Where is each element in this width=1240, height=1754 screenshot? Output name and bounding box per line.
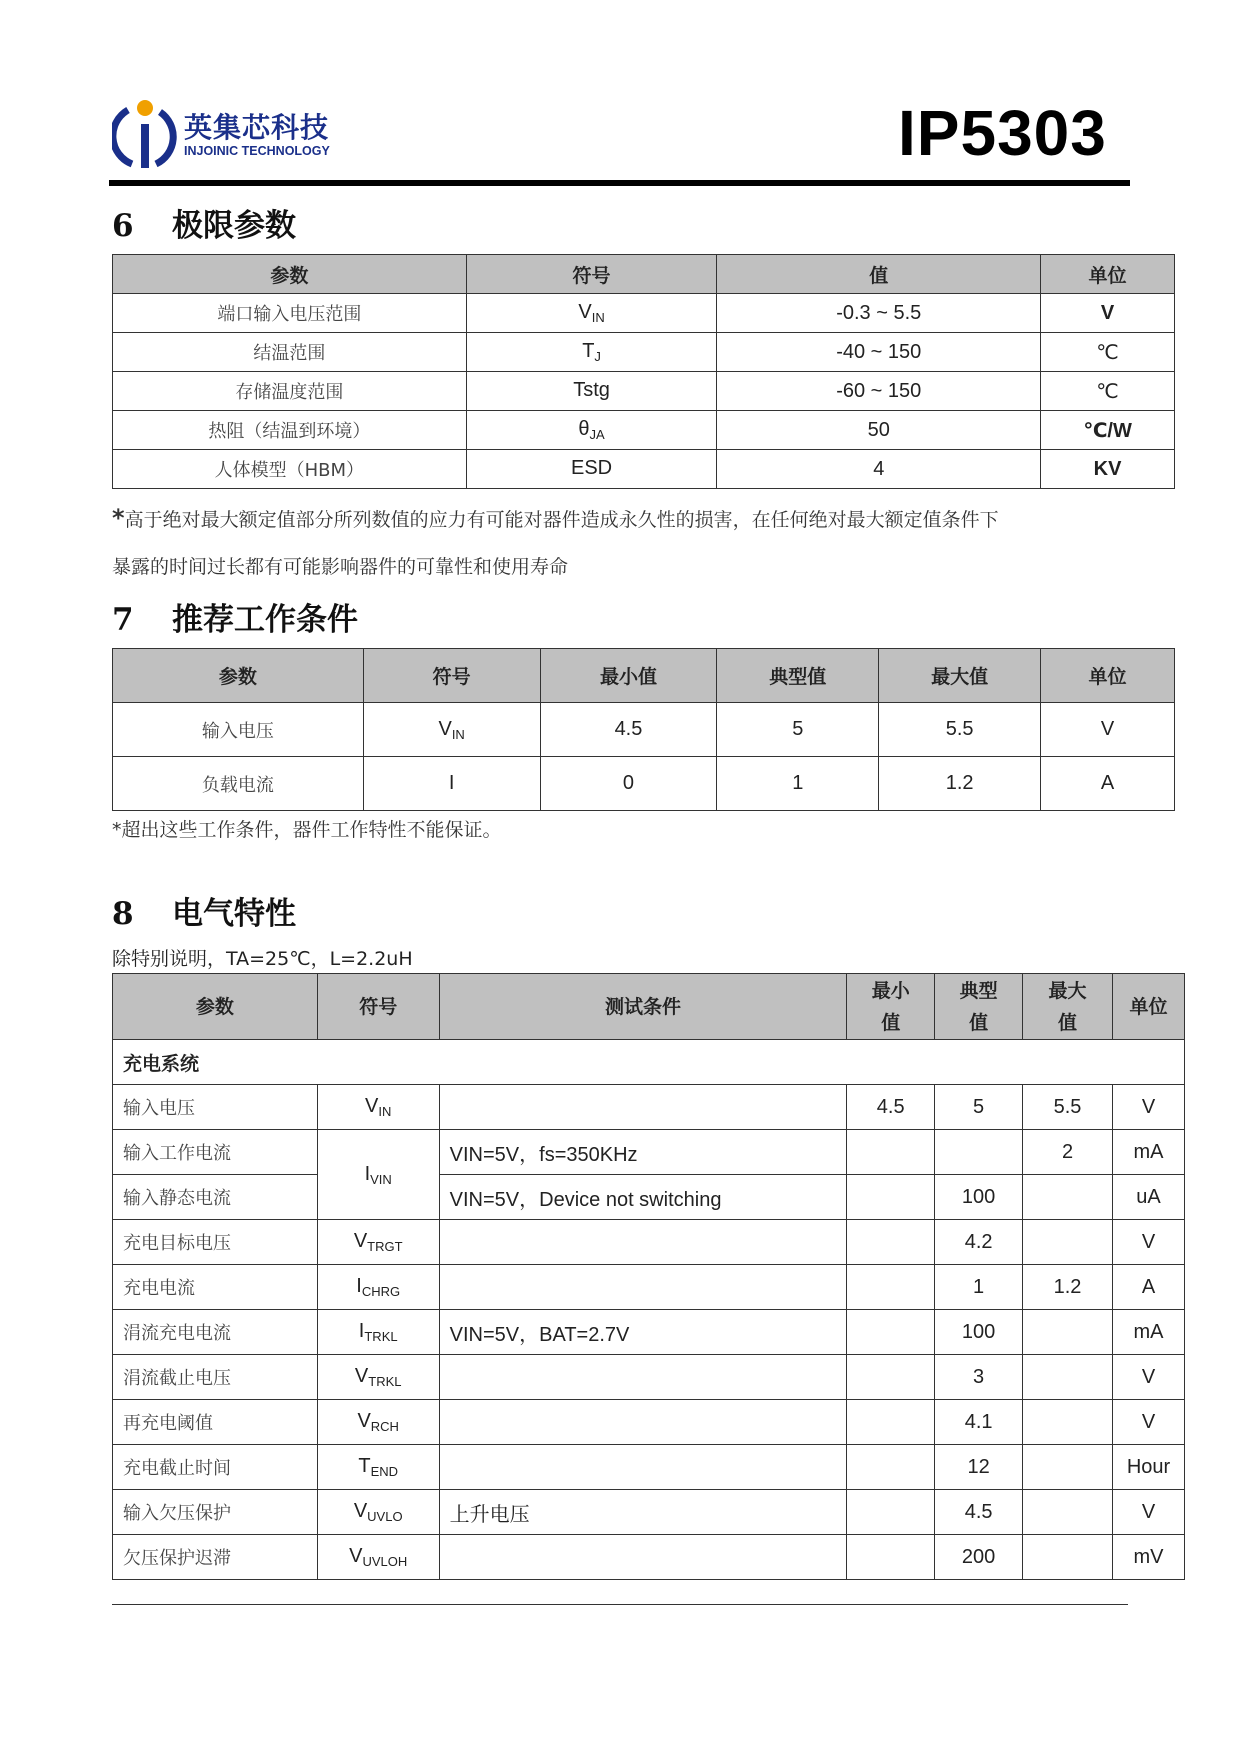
table-cell bbox=[847, 1445, 935, 1490]
table-row bbox=[113, 294, 1175, 333]
table-cell: 1 bbox=[717, 757, 879, 811]
model-number: IP5303 bbox=[898, 97, 1107, 169]
table-row bbox=[113, 1085, 1185, 1130]
symbol: I bbox=[356, 1275, 362, 1297]
col-header: 参数 bbox=[113, 649, 364, 703]
symbol-cell bbox=[317, 1355, 439, 1400]
symbol: V bbox=[349, 1545, 363, 1567]
table-cell: 输入工作电流 bbox=[113, 1130, 318, 1175]
table-cell: mV bbox=[1112, 1535, 1184, 1580]
symbol: V bbox=[354, 1365, 369, 1387]
note-star: * bbox=[112, 504, 125, 532]
table-cell bbox=[1023, 1310, 1113, 1355]
table-header-row bbox=[113, 255, 1175, 294]
table-row bbox=[113, 1220, 1185, 1265]
section-6-heading bbox=[112, 200, 296, 245]
symbol-cell bbox=[466, 411, 717, 450]
table-cell bbox=[439, 1400, 847, 1445]
footer-divider bbox=[112, 1604, 1128, 1605]
table-cell: ℃/W bbox=[1041, 411, 1175, 450]
table-cell bbox=[847, 1220, 935, 1265]
col-header: 典型值 bbox=[717, 649, 879, 703]
symbol: I bbox=[358, 1320, 365, 1342]
table-cell bbox=[847, 1310, 935, 1355]
table-row bbox=[113, 1310, 1185, 1355]
table-cell: 1 bbox=[935, 1265, 1023, 1310]
symbol: V bbox=[438, 717, 452, 740]
table-cell: 4.1 bbox=[935, 1400, 1023, 1445]
table-row bbox=[113, 333, 1175, 372]
symbol-cell bbox=[317, 1085, 439, 1130]
table-cell: 3 bbox=[935, 1355, 1023, 1400]
table-cell: 负载电流 bbox=[113, 757, 364, 811]
table-cell: uA bbox=[1112, 1175, 1184, 1220]
table-cell bbox=[439, 1535, 847, 1580]
symbol-subscript: RCH bbox=[370, 1419, 399, 1434]
table-cell bbox=[847, 1400, 935, 1445]
table-cell: Hour bbox=[1112, 1445, 1184, 1490]
table-cell bbox=[439, 1445, 847, 1490]
table-header-row bbox=[113, 649, 1175, 703]
symbol: I bbox=[364, 1162, 371, 1185]
table-cell: mA bbox=[1112, 1310, 1184, 1355]
table-cell: 充电目标电压 bbox=[113, 1220, 318, 1265]
symbol-cell bbox=[317, 1400, 439, 1445]
col-header-max: 最大 值 bbox=[1023, 974, 1113, 1040]
table-cell: 12 bbox=[935, 1445, 1023, 1490]
symbol-subscript: IN bbox=[378, 1104, 392, 1119]
table-cell: 100 bbox=[935, 1175, 1023, 1220]
table-cell: 人体模型（HBM） bbox=[113, 450, 467, 489]
symbol: T bbox=[582, 340, 595, 362]
symbol-subscript: UVLOH bbox=[362, 1554, 408, 1569]
table-row bbox=[113, 450, 1175, 489]
table-cell: 4.5 bbox=[540, 703, 717, 757]
col-header: 单位 bbox=[1041, 255, 1175, 294]
table-cell bbox=[1023, 1400, 1113, 1445]
group-row bbox=[113, 1040, 1185, 1085]
table-cell: V bbox=[1112, 1355, 1184, 1400]
table-cell: 100 bbox=[935, 1310, 1023, 1355]
table-cell: VIN=5V，BAT=2.7V bbox=[439, 1310, 847, 1355]
table-cell: mA bbox=[1112, 1130, 1184, 1175]
table-row bbox=[113, 1130, 1185, 1175]
table-cell: 涓流充电电流 bbox=[113, 1310, 318, 1355]
col-header: 值 bbox=[717, 255, 1041, 294]
table-cell bbox=[439, 1355, 847, 1400]
table-cell bbox=[1023, 1445, 1113, 1490]
table-cell: 结温范围 bbox=[113, 333, 467, 372]
table-cell bbox=[847, 1175, 935, 1220]
table-cell: KV bbox=[1041, 450, 1175, 489]
col-header: 测试条件 bbox=[439, 974, 847, 1040]
symbol-subscript: JA bbox=[589, 427, 605, 442]
symbol-subscript: TRKL bbox=[368, 1374, 402, 1389]
table-cell: ℃ bbox=[1041, 372, 1175, 411]
symbol-cell bbox=[317, 1265, 439, 1310]
recommended-note: *超出这些工作条件，器件工作特性不能保证。 bbox=[112, 819, 502, 841]
table-row bbox=[113, 1535, 1185, 1580]
table-cell bbox=[439, 1085, 847, 1130]
table-row bbox=[113, 1490, 1185, 1535]
table-cell bbox=[847, 1535, 935, 1580]
logo-text-en: INJOINIC TECHNOLOGY bbox=[184, 144, 330, 158]
col-header: 参数 bbox=[113, 974, 318, 1040]
header-divider bbox=[109, 180, 1130, 186]
table-cell: 欠压保护迟滞 bbox=[113, 1535, 318, 1580]
symbol: V bbox=[353, 1500, 368, 1522]
col-header: 符号 bbox=[363, 649, 540, 703]
symbol: I bbox=[448, 771, 455, 794]
abs-max-note bbox=[112, 504, 999, 532]
table-cell: 1.2 bbox=[879, 757, 1041, 811]
symbol-cell bbox=[466, 450, 717, 489]
table-cell: 4.5 bbox=[847, 1085, 935, 1130]
symbol-subscript: VIN bbox=[370, 1171, 392, 1187]
table-cell: 2 bbox=[1023, 1130, 1113, 1175]
table-cell: 上升电压 bbox=[439, 1490, 847, 1535]
table-cell bbox=[1023, 1490, 1113, 1535]
section-number: 6 bbox=[112, 208, 134, 244]
table-cell: 存储温度范围 bbox=[113, 372, 467, 411]
symbol-subscript: UVLO bbox=[367, 1509, 403, 1524]
symbol-cell bbox=[363, 703, 540, 757]
logo-mark-icon bbox=[112, 98, 182, 170]
section-7-heading bbox=[112, 594, 358, 639]
table-cell: 1.2 bbox=[1023, 1265, 1113, 1310]
table-row bbox=[113, 1355, 1185, 1400]
table-cell bbox=[847, 1355, 935, 1400]
table-cell: V bbox=[1112, 1490, 1184, 1535]
table-cell: 50 bbox=[717, 411, 1041, 450]
symbol: V bbox=[365, 1095, 379, 1117]
symbol-cell bbox=[466, 333, 717, 372]
symbol: Tstg bbox=[573, 379, 610, 401]
table-row bbox=[113, 411, 1175, 450]
table-cell: VIN=5V，Device not switching bbox=[439, 1175, 847, 1220]
table-row bbox=[113, 1175, 1185, 1220]
table-cell: 4.2 bbox=[935, 1220, 1023, 1265]
table-cell: 涓流截止电压 bbox=[113, 1355, 318, 1400]
symbol-cell bbox=[317, 1220, 439, 1265]
electrical-characteristics-table bbox=[112, 973, 1185, 1580]
table-row bbox=[113, 1400, 1185, 1445]
table-cell bbox=[1023, 1355, 1113, 1400]
table-row bbox=[113, 703, 1175, 757]
table-cell: -60 ~ 150 bbox=[717, 372, 1041, 411]
table-row bbox=[113, 757, 1175, 811]
symbol-cell bbox=[363, 757, 540, 811]
abs-max-note-2: 暴露的时间过长都有可能影响器件的可靠性和使用寿命 bbox=[112, 556, 569, 578]
symbol: θ bbox=[578, 418, 590, 440]
section-title: 极限参数 bbox=[172, 208, 296, 244]
symbol-subscript: IN bbox=[451, 726, 465, 742]
table-cell: ℃ bbox=[1041, 333, 1175, 372]
table-cell bbox=[439, 1265, 847, 1310]
table-cell bbox=[1023, 1175, 1113, 1220]
symbol-cell bbox=[466, 294, 717, 333]
section-title: 推荐工作条件 bbox=[172, 602, 358, 638]
logo-text-cn: 英集芯科技 bbox=[184, 111, 330, 144]
table-cell: 充电截止时间 bbox=[113, 1445, 318, 1490]
symbol-cell bbox=[317, 1445, 439, 1490]
col-header-min: 最小 值 bbox=[847, 974, 935, 1040]
table-cell: V bbox=[1041, 703, 1175, 757]
table-cell: 5.5 bbox=[1023, 1085, 1113, 1130]
table-cell bbox=[847, 1130, 935, 1175]
symbol: V bbox=[578, 301, 592, 323]
table-cell bbox=[439, 1220, 847, 1265]
symbol-cell bbox=[317, 1310, 439, 1355]
table-cell: 端口输入电压范围 bbox=[113, 294, 467, 333]
table-cell: 热阻（结温到环境） bbox=[113, 411, 467, 450]
col-header: 参数 bbox=[113, 255, 467, 294]
table-cell: V bbox=[1112, 1400, 1184, 1445]
table-cell: 输入静态电流 bbox=[113, 1175, 318, 1220]
table-cell bbox=[1023, 1220, 1113, 1265]
symbol-cell bbox=[317, 1490, 439, 1535]
col-header: 最大值 bbox=[879, 649, 1041, 703]
recommended-conditions-table bbox=[112, 648, 1175, 811]
symbol-subscript: IN bbox=[591, 310, 605, 325]
symbol: ESD bbox=[570, 457, 613, 479]
section-8-heading bbox=[112, 888, 296, 933]
table-cell bbox=[847, 1265, 935, 1310]
table-cell: 5.5 bbox=[879, 703, 1041, 757]
table-cell: 5 bbox=[935, 1085, 1023, 1130]
table-cell: 4.5 bbox=[935, 1490, 1023, 1535]
table-header-row bbox=[113, 974, 1185, 1040]
table-cell: V bbox=[1112, 1085, 1184, 1130]
table-cell bbox=[935, 1130, 1023, 1175]
absolute-max-table bbox=[112, 254, 1175, 489]
col-header: 单位 bbox=[1041, 649, 1175, 703]
symbol: V bbox=[357, 1410, 371, 1432]
col-header: 最小值 bbox=[540, 649, 717, 703]
table-row bbox=[113, 1445, 1185, 1490]
table-row bbox=[113, 372, 1175, 411]
table-cell: 0 bbox=[540, 757, 717, 811]
section-title: 电气特性 bbox=[172, 896, 296, 932]
table-cell: -40 ~ 150 bbox=[717, 333, 1041, 372]
table-cell bbox=[847, 1490, 935, 1535]
table-cell: 充电电流 bbox=[113, 1265, 318, 1310]
table-cell: 4 bbox=[717, 450, 1041, 489]
table-row bbox=[113, 1265, 1185, 1310]
table-cell: A bbox=[1112, 1265, 1184, 1310]
table-cell: 再充电阈值 bbox=[113, 1400, 318, 1445]
table-cell: 200 bbox=[935, 1535, 1023, 1580]
col-header: 单位 bbox=[1112, 974, 1184, 1040]
table-cell: V bbox=[1041, 294, 1175, 333]
symbol-subscript: TRGT bbox=[367, 1239, 403, 1254]
col-header: 符号 bbox=[466, 255, 717, 294]
table-cell: A bbox=[1041, 757, 1175, 811]
symbol-subscript: END bbox=[370, 1464, 399, 1479]
symbol: T bbox=[358, 1455, 371, 1477]
symbol: V bbox=[353, 1230, 368, 1252]
symbol-cell bbox=[317, 1130, 439, 1220]
table-cell: VIN=5V，fs=350KHz bbox=[439, 1130, 847, 1175]
section-number: 7 bbox=[112, 602, 134, 638]
group-label: 充电系统 bbox=[113, 1040, 1185, 1085]
section-number: 8 bbox=[112, 896, 134, 932]
conditions-subtitle: 除特别说明，TA=25℃，L=2.2uH bbox=[112, 948, 413, 970]
symbol-cell bbox=[466, 372, 717, 411]
symbol-cell bbox=[317, 1535, 439, 1580]
note-line-1: 高于绝对最大额定值部分所列数值的应力有可能对器件造成永久性的损害，在任何绝对最大额定值条件下 bbox=[124, 509, 999, 531]
col-header: 符号 bbox=[317, 974, 439, 1040]
table-cell: 输入电压 bbox=[113, 1085, 318, 1130]
table-cell: V bbox=[1112, 1220, 1184, 1265]
table-cell: 输入电压 bbox=[113, 703, 364, 757]
col-header-typ: 典型 值 bbox=[935, 974, 1023, 1040]
symbol-subscript: TRKL bbox=[364, 1329, 398, 1344]
company-logo bbox=[112, 98, 352, 170]
table-cell bbox=[1023, 1535, 1113, 1580]
symbol-subscript: J bbox=[594, 349, 601, 364]
symbol-subscript: CHRG bbox=[361, 1284, 401, 1299]
table-cell: 5 bbox=[717, 703, 879, 757]
table-cell: -0.3 ~ 5.5 bbox=[717, 294, 1041, 333]
table-cell: 输入欠压保护 bbox=[113, 1490, 318, 1535]
